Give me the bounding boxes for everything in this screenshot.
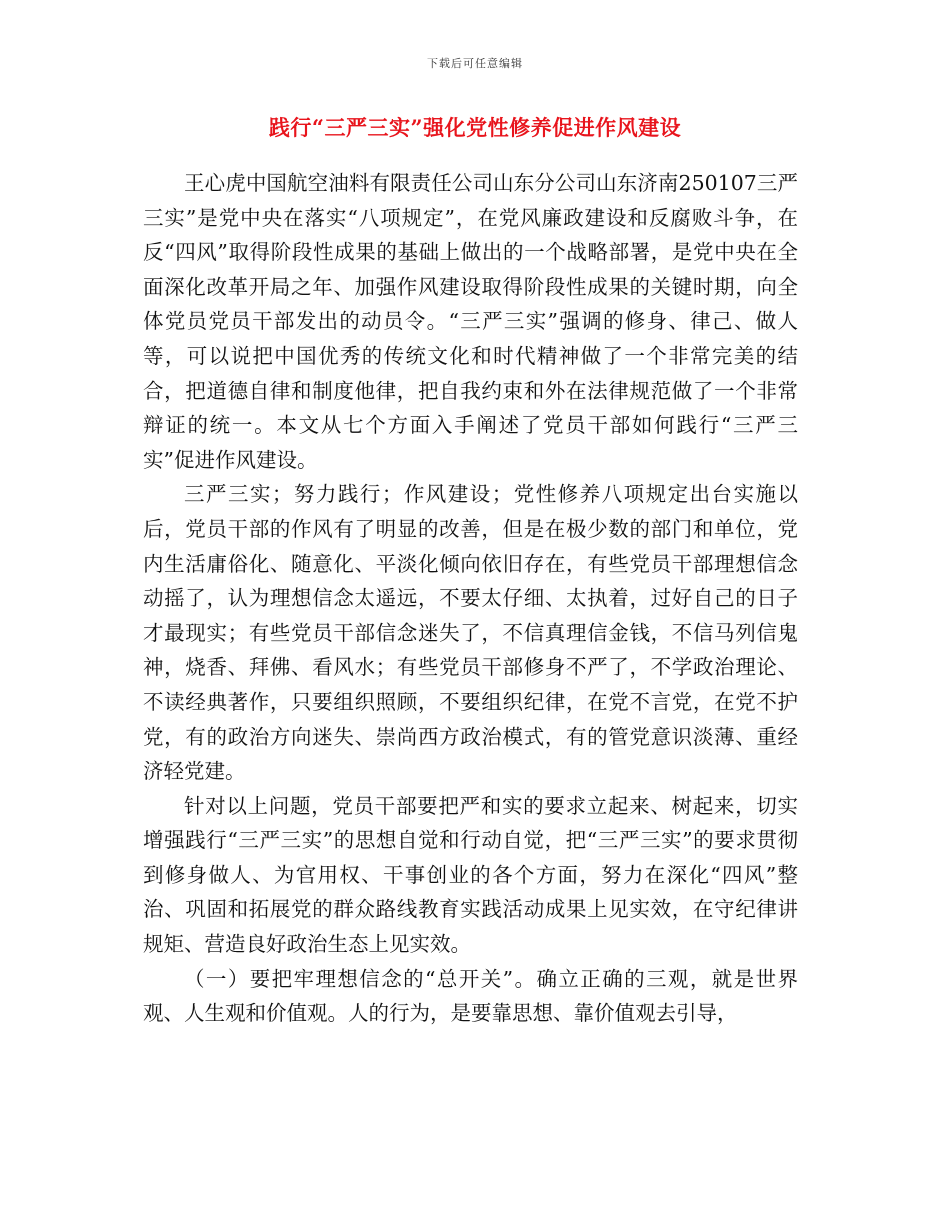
paragraph-problems: 三严三实；努力践行；作风建设；党性修养八项规定出台实施以后，党员干部的作风有了明显的改善，但是在极少数的部门和单位，党内生活庸俗化、随意化、平淡化倾向依旧存在，有些党员干部理想信念动摇了，认为理想信念太遥远，不要太仔细、太执着，过好自己的日子才最现实；有些党员干部信念迷失了，不信真理信金钱，不信马列信鬼神，烧香、拜佛、看风水；有些党员干部修身不严了，不学政治理论、不读经典著作，只要组织照顾，不要组织纪律，在党不言党，在党不护党，有的政治方向迷失、崇尚西方政治模式，有的管党意识淡薄、重经济轻党建。 [143, 482, 798, 784]
paragraph-section-one: （一）要把牢理想信念的“总开关”。确立正确的三观，就是世界观、人生观和价值观。人的行为，是要靠思想、靠价值观去引导， [143, 966, 798, 1026]
header-note: 下载后可任意编辑 [427, 57, 523, 70]
document-body [143, 166, 798, 1031]
document-title: 践行“三严三实”强化党性修养促进作风建设 [268, 115, 682, 140]
paragraph-intro: 王心虎中国航空油料有限责任公司山东分公司山东济南250107三严三实”是党中央在落实“八项规定”，在党风廉政建设和反腐败斗争，在反“四风”取得阶段性成果的基础上做出的一个战略部署，是党中央在全面深化改革开局之年、加强作风建设取得阶段性成果的关键时期，向全体党员党员干部发出的动员令。“三严三实”强调的修身、律己、做人等，可以说把中国优秀的传统文化和时代精神做了一个非常完美的结合，把道德自律和制度他律，把自我约束和外在法律规范做了一个非常辩证的统一。本文从七个方面入手阐述了党员干部如何践行“三严三实”促进作风建设。 [143, 171, 798, 472]
paragraph-requirements: 针对以上问题，党员干部要把严和实的要求立起来、树起来，切实增强践行“三严三实”的思想自觉和行动自觉，把“三严三实”的要求贯彻到修身做人、为官用权、干事创业的各个方面，努力在深化“四风”整治、巩固和拓展党的群众路线教育实践活动成果上见实效，在守纪律讲规矩、营造良好政治生态上见实效。 [143, 793, 798, 957]
